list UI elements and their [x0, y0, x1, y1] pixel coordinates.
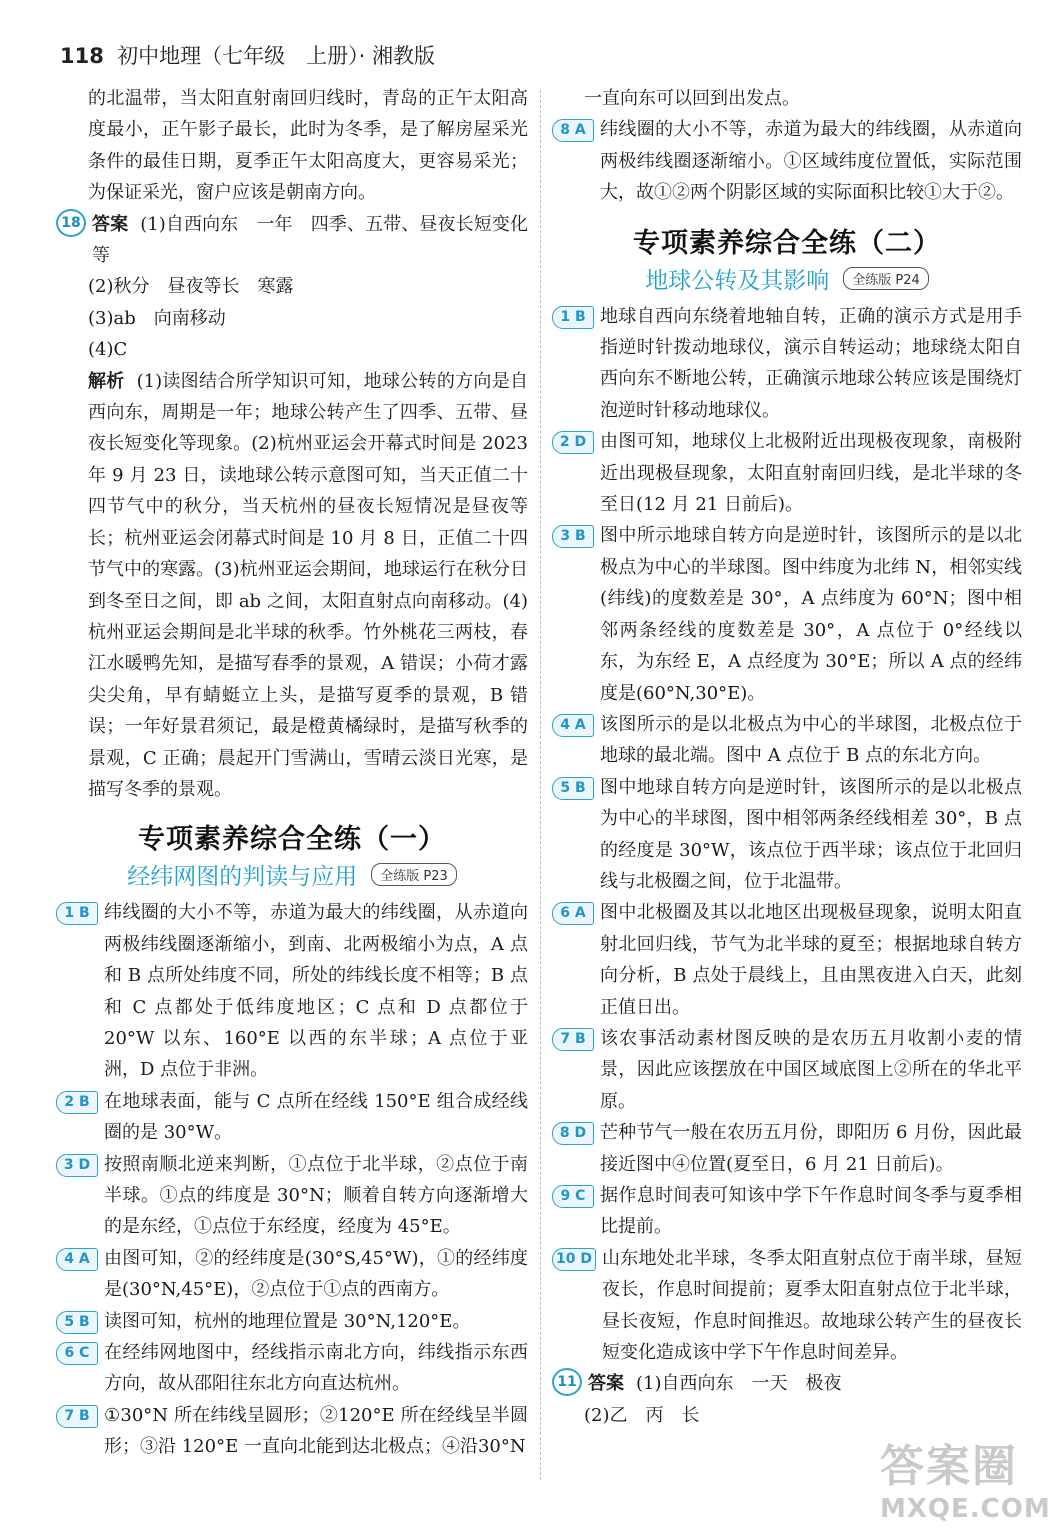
item-text: 地球自西向东绕着地轴自转，正确的演示方式是用手指逆时针拨动地球仪，演示自转运动；地球绕太阳自西向东不断地公转，正确演示地球公转应该是围绕灯泡逆时针移动地球仪。 — [600, 305, 1022, 421]
answer-label: 答案 — [588, 1373, 624, 1395]
section-title: 专项素养综合全练（一） — [138, 824, 446, 856]
answer-line: (1)自西向东 一年 四季、五带、昼夜长短变化等 — [92, 213, 529, 267]
item-text: 纬线圈的大小不等，赤道为最大的纬线圈，从赤道向两极纬线圈逐渐缩小，到南、北两极缩小为点，A 点和 B 点所处纬度不同，所处的纬线长度不相等；B 点和 C 点都处于低纬度地区；C 点和 D 点都位于 20°W 以东、160°E 以西的东半球；A 点位于亚洲，D 点位于非洲。 — [104, 902, 528, 1081]
watermark-logo — [880, 1430, 1050, 1530]
list-item — [56, 897, 528, 1085]
answer-badge: 6 A — [552, 902, 594, 925]
answer-badge: 10 D — [552, 1248, 596, 1271]
watermark-text: 答案圈 — [880, 1441, 1018, 1492]
analysis-text: (1)读图结合所学知识可知，地球公转的方向是自西向东，周期是一年；地球公转产生了四季、五带、昼夜长短变化等现象。(2)杭州亚运会开幕式时间是 2023 年 9 月 23 日，读地球公转示意图可知，当天正值二十四节气中的秋分，当天杭州的昼夜长短情况是昼夜等长；杭州亚运会闭幕式时间是 10 月 8 日，正值二十四节气中的寒露。(3)杭州亚运会期间，地球运行在秋分日到冬至日之间，即 ab 之间，太阳直射点向南移动。(4)杭州亚运会期间是北半球的秋季。竹外桃花三两枝，春江水暖鸭先知，是描写春季的景观，A 错误；小荷才露尖尖角，早有蜻蜓立上头，是描写夏季的景观，B 错误；一年好景君须记，最是橙黄橘绿时，是描写秋季的景观，C 正确；晨起开门雪满山，雪晴云淡日光寒，是描写冬季的景观。 — [88, 370, 528, 800]
section-title: 专项素养综合全练（二） — [633, 227, 941, 259]
list-item — [552, 709, 1022, 772]
answer-badge: 4 A — [56, 1248, 98, 1271]
analysis-label: 解析 — [88, 370, 125, 392]
section-subtitle-row — [552, 262, 1022, 295]
section-subtitle-row — [56, 858, 528, 891]
section-subtitle: 地球公转及其影响 — [645, 267, 830, 294]
answer-badge: 3 D — [56, 1154, 98, 1177]
list-item — [552, 1023, 1022, 1117]
item-text: 按照南顺北逆来判断，①点位于北半球，②点位于南半球。①点的纬度是 30°N；顺着自转方向逐渐增大的是东经，①点位于东经度，经度为 45°E。 — [104, 1153, 528, 1238]
page-ref-tag: 全练版 P23 — [371, 863, 457, 886]
item-text: ①30°N 所在纬线呈圆形；②120°E 所在经线呈半圆形；③沿 120°E 一直向北能到达北极点；④沿30°N — [104, 1404, 528, 1458]
answer-badge: 4 A — [552, 714, 594, 737]
question-number-badge: 18 — [56, 209, 86, 237]
left-column — [56, 83, 528, 1463]
answer-badge: 3 B — [552, 525, 594, 548]
list-item — [56, 1243, 528, 1306]
list-item — [552, 1117, 1022, 1180]
item-text: 该图所示的是以北极点为中心的半球图，北极点位于地球的最北端。图中 A 点位于 B 点的东北方向。 — [600, 713, 1022, 767]
item-text: 由图可知，地球仪上北极附近出现极夜现象，南极附近出现极昼现象，太阳直射南回归线，是北半球的冬至日(12 月 21 日前后)。 — [600, 431, 1022, 516]
list-item — [56, 1149, 528, 1243]
list-item — [552, 520, 1022, 708]
book-title: 初中地理（七年级 上册）· 湘教版 — [117, 44, 436, 68]
answer-badge: 1 B — [56, 902, 98, 925]
list-item — [552, 426, 1022, 520]
page-number: 118 — [60, 44, 104, 68]
answer-badge: 7 B — [56, 1405, 98, 1428]
answer-line: (2)秋分 昼夜等长 寒露 — [88, 276, 294, 298]
section-subtitle: 经纬网图的判读与应用 — [127, 864, 358, 891]
list-item — [552, 114, 1022, 208]
item-text: 图中北极圈及其以北地区出现极昼现象，说明太阳直射北回归线，节气为北半球的夏至；根据地球自转方向分析，B 点处于晨线上，且由黑夜进入白天，此刻正值日出。 — [600, 902, 1022, 1018]
item-text: 该农事活动素材图反映的是农历五月收割小麦的情景，因此应该摆放在中国区域底图上②所在的华北平原。 — [600, 1027, 1022, 1112]
item-text: 图中地球自转方向是逆时针，该图所示的是以北极点为中心的半球图，图中相邻两条经线相差 30°，B 点的经度是 30°W，该点位于西半球；该点位于北回归线与北极圈之间，位于北温带。 — [600, 776, 1022, 892]
list-item — [552, 1243, 1022, 1369]
item-text: 山东地处北半球，冬季太阳直射点位于南半球，昼短夜长，作息时间提前；夏季太阳直射点位于北半球，昼长夜短，作息时间推迟。故地球公转产生的昼夜长短变化造成该中学下午作息时间差异。 — [601, 1247, 1022, 1364]
answer-line: (1)自西向东 一天 极夜 — [636, 1373, 842, 1395]
list-item — [56, 1306, 528, 1337]
answer-badge: 2 D — [552, 431, 594, 454]
answer-badge: 5 B — [56, 1311, 98, 1334]
answer-badge: 8 A — [552, 119, 594, 142]
answer-badge: 1 B — [552, 306, 594, 329]
list-item — [56, 1086, 528, 1149]
item-text: 在经纬网地图中，经线指示南北方向，纬线指示东西方向，故从邵阳往东北方向直达杭州。 — [104, 1342, 528, 1395]
item-text: 纬线圈的大小不等，赤道为最大的纬线圈，从赤道向两极纬线圈逐渐缩小。①区域纬度位置低，实际范围大，故①②两个阴影区域的实际面积比较①大于②。 — [600, 119, 1022, 204]
list-item — [552, 1180, 1022, 1243]
answer-badge: 9 C — [552, 1185, 594, 1208]
answer-badge: 8 D — [552, 1122, 594, 1145]
answer-line: (3)ab 向南移动 — [88, 307, 226, 329]
answer-badge: 5 B — [552, 777, 594, 800]
item-text: 在地球表面，能与 C 点所在经线 150°E 组合成经线圈的是 30°W。 — [104, 1090, 528, 1144]
q11-answer — [552, 1368, 1022, 1399]
list-item — [56, 1400, 528, 1463]
list-item — [552, 301, 1022, 427]
list-item — [552, 897, 1022, 1023]
q18-analysis — [56, 366, 528, 806]
page-header — [60, 40, 1010, 70]
question-number-badge: 11 — [552, 1368, 582, 1396]
item-text: 图中所示地球自转方向是逆时针，该图所示的是以北极点为中心的半球图。图中纬度为北纬 N，相邻实线(纬线)的度数差是 30°，A 点纬度为 60°N；图中相邻两条经线的度数差是 30°，A 点位于 0°经线以东，为东经 E，A 点经度为 30°E；所以 A 点的经纬度是(60°N,30°E)。 — [600, 525, 1022, 704]
left-intro: 的北温带，当太阳直射南回归线时，青岛的正午太阳高度最小，正午影子最长，此时为冬季，是了解房屋采光条件的最佳日期，夏季正午太阳高度大，更容易采光；为保证采光，窗户应该是朝南方向。 — [88, 88, 528, 204]
answer-label: 答案 — [92, 213, 129, 235]
right-intro: 一直向东可以回到出发点。 — [584, 88, 800, 109]
item-text: 由图可知，②的经纬度是(30°S,45°W)，①的经纬度是(30°N,45°E)，②点位于①点的西南方。 — [104, 1247, 528, 1301]
answer-line: (4)C — [88, 339, 128, 361]
list-item — [552, 772, 1022, 898]
page-ref-tag: 全练版 P24 — [843, 267, 929, 290]
item-text: 读图可知，杭州的地理位置是 30°N,120°E。 — [104, 1310, 471, 1332]
answer-badge: 6 C — [56, 1342, 98, 1365]
right-column — [552, 83, 1022, 1431]
list-item — [56, 1337, 528, 1400]
answer-badge: 7 B — [552, 1028, 594, 1051]
answer-line: (2)乙 丙 长 — [584, 1404, 700, 1426]
watermark-url: MXQE.COM — [880, 1494, 1051, 1524]
item-text: 芒种节气一般在农历五月份，即阳历 6 月份，因此最接近图中④位置(夏至日，6 月 21 日前后)。 — [600, 1122, 1022, 1175]
q18-answer — [56, 209, 528, 272]
item-text: 据作息时间表可知该中学下午作息时间冬季与夏季相比提前。 — [600, 1185, 1022, 1238]
answer-badge: 2 B — [56, 1091, 98, 1114]
column-divider — [540, 90, 541, 1480]
